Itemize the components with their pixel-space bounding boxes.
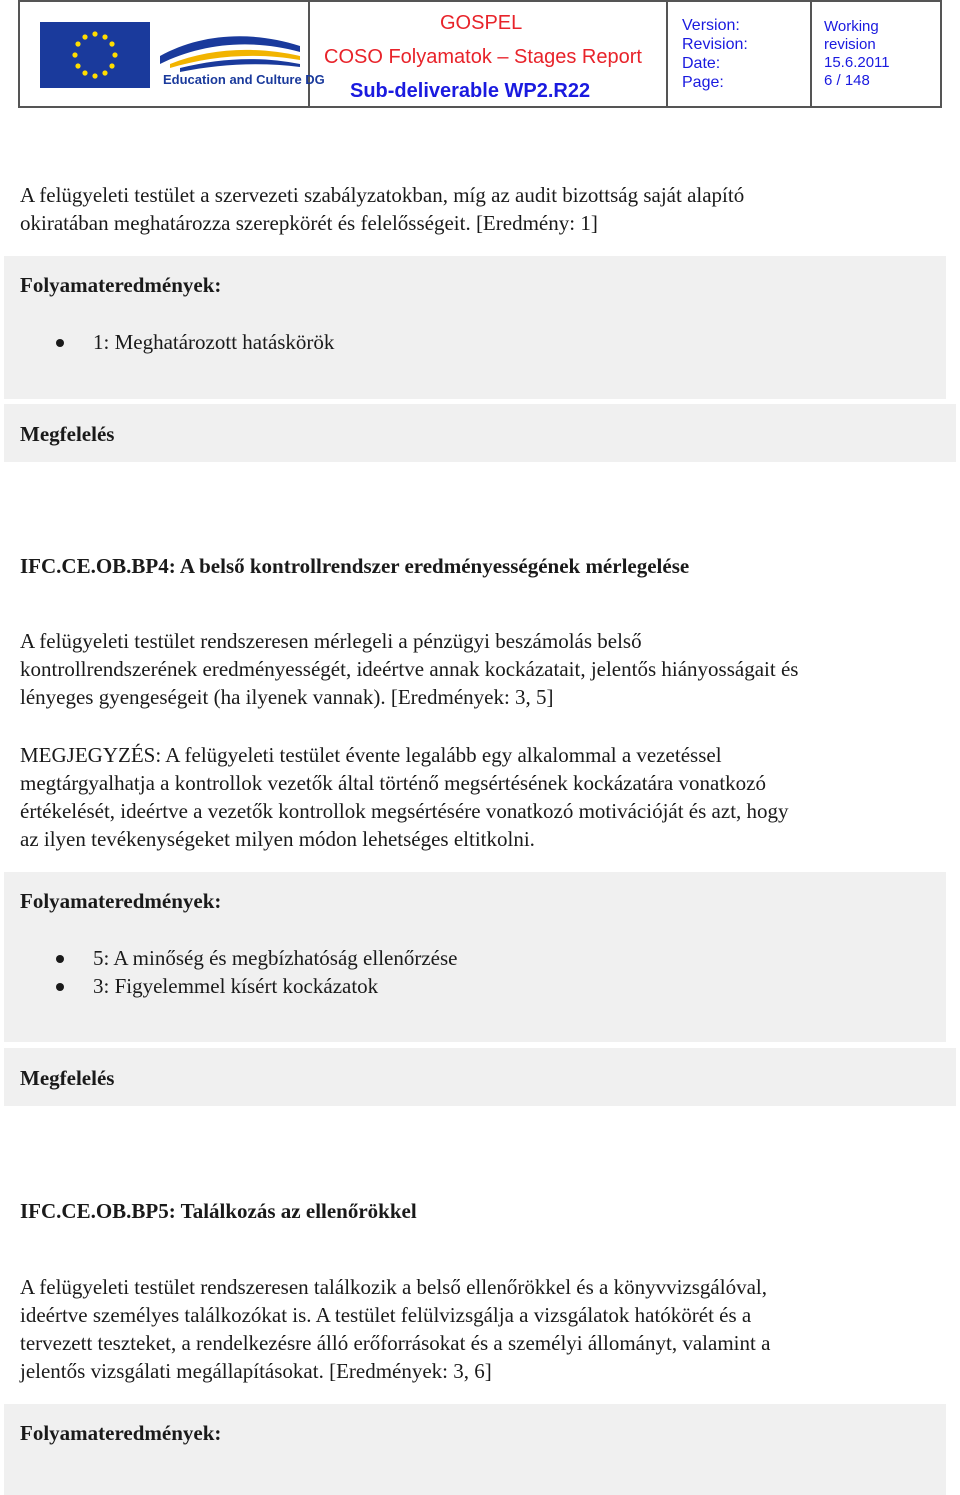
report-title: COSO Folyamatok – Stages Report bbox=[324, 46, 642, 68]
eu-logo bbox=[20, 2, 325, 106]
meta-labels bbox=[668, 2, 812, 106]
outcomes-heading-1: Folyamateredmények: bbox=[20, 273, 222, 297]
paragraph-responsibilities: A felügyeleti testület a szervezeti szabályzatokban, míg az audit bizottság saját alapító okiratában meghatározza szerepkörét és felelősségeit. [Eredmény: 1] bbox=[20, 183, 745, 235]
bp4-title: IFC.CE.OB.BP4: A belső kontrollrendszer eredményességének mérlegelése bbox=[20, 554, 690, 578]
outcomes-heading-3: Folyamateredmények: bbox=[20, 1421, 222, 1445]
bullet-icon bbox=[56, 339, 64, 347]
version-label: Version: bbox=[682, 17, 740, 34]
revision-label: Revision: bbox=[682, 36, 748, 53]
revision-value: revision bbox=[824, 36, 876, 53]
bp5-title: IFC.CE.OB.BP5: Találkozás az ellenőrökkel bbox=[20, 1199, 417, 1223]
conformance-heading-2: Megfelelés bbox=[20, 1066, 115, 1090]
page-label: Page: bbox=[682, 74, 724, 91]
page-number: 6 / 148 bbox=[824, 72, 870, 89]
meta-values bbox=[812, 2, 940, 106]
outcome-item: 3: Figyelemmel kísért kockázatok bbox=[93, 974, 379, 998]
outcomes-heading-2: Folyamateredmények: bbox=[20, 889, 222, 913]
outcome-item: 1: Meghatározott hatáskörök bbox=[93, 330, 335, 354]
bullet-icon bbox=[56, 955, 64, 963]
outcome-item: 5: A minőség és megbízhatóság ellenőrzése bbox=[93, 946, 458, 970]
header-title-block bbox=[310, 2, 668, 106]
date-label: Date: bbox=[682, 55, 721, 72]
version-value: Working bbox=[824, 18, 879, 35]
bp4-description: A felügyeleti testület rendszeresen mérlegeli a pénzügyi beszámolás belső kontrollrendszerének eredményességét, ideértve annak kockázatait, jelentős hiányosságait és lényeges gyengeségeit (ha ilyenek vannak). [Eredmények: 3, 5] bbox=[20, 629, 799, 709]
conformance-heading-1: Megfelelés bbox=[20, 422, 115, 446]
bullet-icon bbox=[56, 983, 64, 991]
date-value: 15.6.2011 bbox=[824, 54, 890, 71]
bp4-note: MEGJEGYZÉS: A felügyeleti testület évente legalább egy alkalommal a vezetéssel megtárgyalhatja a kontrollok vezetők által történő megsértésének kockázatára vonatkozó értékelését, ideértve a vezetők kontrollok megsértésére vonatkozó motivációját és azt, hogy az ilyen tevékenységeket milyen módon lehetséges eltitkolni. bbox=[20, 743, 789, 851]
outcomes-box-3 bbox=[4, 1404, 946, 1495]
document-header bbox=[18, 0, 942, 108]
deliverable-id: Sub-deliverable WP2.R22 bbox=[350, 80, 591, 102]
logo-text: Education and Culture DG bbox=[163, 72, 325, 87]
project-name: GOSPEL bbox=[440, 12, 523, 34]
bp5-description: A felügyeleti testület rendszeresen találkozik a belső ellenőrökkel és a könyvvizsgálóval, ideértve személyes találkozókat is. A testület felülvizsgálja a vizsgálatok hatókörét és a tervezett teszteket, a rendelkezésre álló erőforrásokat és a személyi állományt, valamint a jelentős vizsgálati megállapításokat. [Eredmények: 3, 6] bbox=[20, 1275, 771, 1383]
education-swoosh-icon bbox=[160, 26, 300, 72]
eu-flag-icon bbox=[40, 22, 150, 88]
